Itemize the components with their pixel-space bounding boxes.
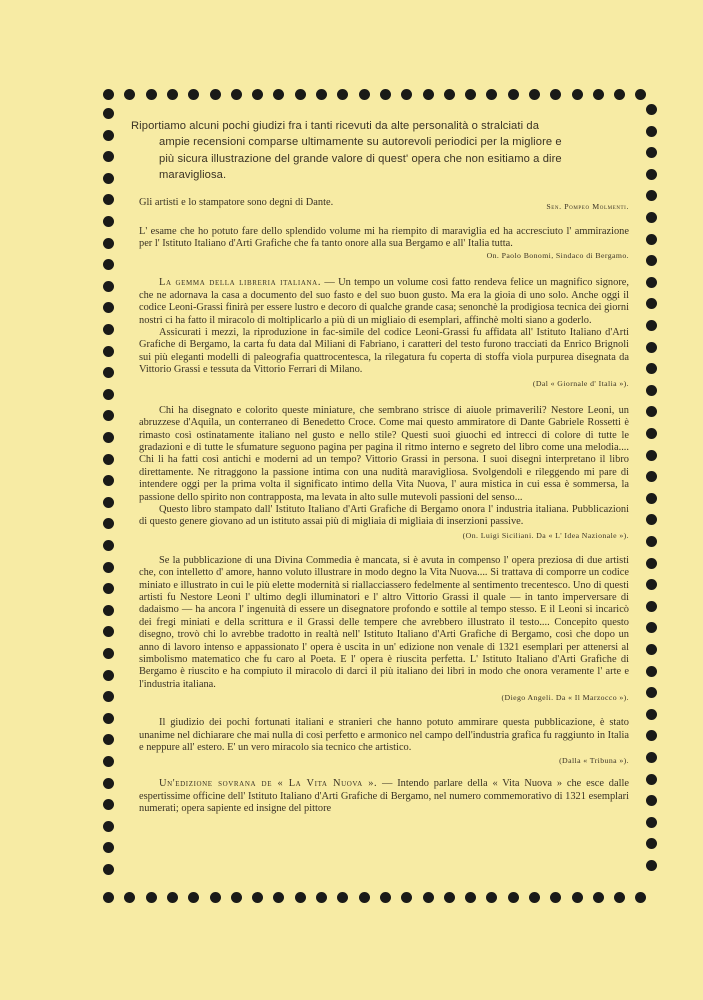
border-dot: [103, 626, 114, 637]
border-dot: [316, 892, 327, 903]
border-dot: [188, 892, 199, 903]
border-dot: [103, 454, 114, 465]
quote-molmenti: [139, 197, 629, 212]
border-dot: [103, 562, 114, 573]
border-dot: [103, 151, 114, 162]
border-dot: [423, 892, 434, 903]
intro-line: ampie recensioni comparse ultimamente su autorevoli periodici per la migliore e: [159, 136, 562, 149]
border-dot: [646, 752, 657, 763]
border-dot: [167, 89, 178, 100]
border-dot: [529, 892, 540, 903]
border-dot: [103, 756, 114, 767]
border-dot: [231, 892, 242, 903]
quote-body: — Un tempo un volume così fatto rendeva felice un magnifico signore, che ne adornava la casa a documento del suo fasto e del suo buon gusto. Ma era la gioia di uno solo. Anche oggi il codice Leoni-Grassi finirà per essere lustro e decoro di qualche grande casa; senonchè la prodigiosa tecnica dei giorni nostri ci ha fatto il miracolo di moltiplicarlo a più di un migliaio di esemplari, affinchè molti siano a goderlo.: [139, 277, 629, 326]
border-dot: [380, 892, 391, 903]
border-dot: [124, 892, 135, 903]
border-dot: [646, 558, 657, 569]
border-dot: [231, 89, 242, 100]
border-dot: [646, 579, 657, 590]
border-dot: [124, 89, 135, 100]
border-dot: [646, 644, 657, 655]
border-dot: [423, 89, 434, 100]
border-dot: [646, 342, 657, 353]
border-dot: [486, 89, 497, 100]
border-dot: [103, 864, 114, 875]
border-dot: [614, 89, 625, 100]
border-dot: [465, 892, 476, 903]
border-dot: [103, 475, 114, 486]
border-dot: [380, 89, 391, 100]
border-dot: [103, 173, 114, 184]
border-dot: [103, 216, 114, 227]
border-dot: [646, 838, 657, 849]
quote-bonomi: [139, 226, 629, 262]
border-dot: [359, 892, 370, 903]
border-dot: [295, 89, 306, 100]
border-dot: [635, 89, 646, 100]
border-dot: [337, 89, 348, 100]
quote-text: Gli artisti e lo stampatore sono degni di Dante.: [139, 196, 334, 208]
border-dot: [316, 89, 327, 100]
border-dot: [646, 277, 657, 288]
border-dot: [295, 892, 306, 903]
quote-text-2: Assicurati i mezzi, la riproduzione in fac-simile del codice Leoni-Grassi fu affidata all' Istituto Italiano d'Arti Grafiche di Bergamo, la carta fu data dal Miliani di Fabriano, i caratteri del testo furono tracciati da Enrico Brignoli sui più eleganti modelli di paleografia quattrocentesca, la rilegatura fu coperta di stoffa viola purpurea disegnata da Vittorio Grassi e tessuta da Vittorio Ferrari di Milano.: [139, 327, 629, 376]
border-dot: [646, 536, 657, 547]
border-dot: [550, 89, 561, 100]
border-dot: [646, 428, 657, 439]
border-dot: [465, 89, 476, 100]
border-dot: [103, 302, 114, 313]
intro-line: maravigliosa.: [159, 169, 227, 182]
border-dot: [529, 89, 540, 100]
border-dot: [508, 892, 519, 903]
border-dot: [593, 892, 604, 903]
border-dot: [103, 842, 114, 853]
quote-citation: Sen. Pompeo Molmenti.: [546, 201, 629, 211]
border-dot: [103, 410, 114, 421]
border-dot: [646, 817, 657, 828]
quote-text: L' esame che ho potuto fare dello splendido volume mi ha riempito di maraviglia ed ha accresciuto l' ammirazione per l' Istituto Italiano d'Arti Grafiche che fa tanto onore alla sua Bergamo e all' Italia tutta.: [139, 225, 629, 250]
border-dot: [646, 385, 657, 396]
intro-line: più sicura illustrazione del grande valore di quest' opera che non esitiamo a dire: [159, 152, 562, 165]
border-dot: [103, 238, 114, 249]
quote-body: — Intendo parlare della « Vita Nuova » che esce dalle espertissime officine dell' Istituto Italiano d'Arti Grafiche di Bergamo, nel numero commemorativo di 1321 esemplari numerati; opera sapiente ed insigne del pittore: [139, 778, 629, 815]
border-dot: [210, 892, 221, 903]
border-dot: [572, 89, 583, 100]
quote-citation: (Diego Angeli. Da « Il Marzocco »).: [501, 693, 629, 703]
border-dot: [103, 432, 114, 443]
border-dot: [103, 540, 114, 551]
border-dot: [646, 709, 657, 720]
border-dot: [635, 892, 646, 903]
border-dot: [401, 892, 412, 903]
quote-edizione-sovrana: [139, 778, 629, 815]
border-dot: [103, 89, 114, 100]
border-dot: [103, 281, 114, 292]
quote-text: Il giudizio dei pochi fortunati italiani e stranieri che hanno potuto ammirare questa pubblicazione, è stato unanime nel dichiarare che mai nulla di così perfetto e armonico nel campo dell'industria grafica fu raggiunto in Italia e neppure all' estero. E' un vero miracolo sia tecnico che artistico.: [139, 717, 629, 754]
border-dot: [401, 89, 412, 100]
border-dot: [646, 860, 657, 871]
quote-citation: (Dalla « Tribuna »).: [559, 756, 629, 766]
quote-citation: (Dal « Giornale d' Italia »).: [532, 378, 629, 388]
border-dot: [646, 622, 657, 633]
quote-giornale-italia: [139, 277, 629, 388]
border-dot: [486, 892, 497, 903]
border-dot: [646, 255, 657, 266]
border-dot: [103, 799, 114, 810]
document-body: [131, 118, 629, 828]
border-dot: [646, 493, 657, 504]
border-dot: [646, 471, 657, 482]
border-dot: [103, 713, 114, 724]
border-dot: [273, 892, 284, 903]
border-dot: [103, 892, 114, 903]
border-dot: [337, 892, 348, 903]
border-dot: [593, 89, 604, 100]
border-dot: [646, 687, 657, 698]
border-dot: [252, 89, 263, 100]
border-dot: [646, 298, 657, 309]
border-dot: [167, 892, 178, 903]
quote-siciliani: [139, 405, 629, 541]
border-dot: [146, 892, 157, 903]
quote-text: [139, 277, 629, 327]
border-dot: [572, 892, 583, 903]
quote-text: [139, 778, 629, 815]
border-dot: [646, 147, 657, 158]
border-dot: [103, 259, 114, 270]
border-dot: [646, 234, 657, 245]
border-dot: [103, 130, 114, 141]
border-dot: [103, 821, 114, 832]
border-dot: [646, 450, 657, 461]
border-dot: [273, 89, 284, 100]
quote-text: Se la pubblicazione di una Divina Commedia è mancata, si è avuta in compenso l' opera preziosa di due artisti che, con intelletto d' amore, hanno voluto illustrare in modo degno la Vita Nuova.... Si trattava di comporre un codice miniato e illustrato in cui le più elette modernità si riallacciassero fedelmente al sentimento trecentesco. Uno di questi artisti fu Nestore Leoni l' ultimo degli illuminatori e l' altro Vittorio Grassi il quale — in tanto imperversare di dadaismo — ha ancora l' ingenuità di essere un disegnatore profondo e sottile al tempo stesso. E il Leoni si incaricò dei fregi miniati e della scrittura e il Grassi delle tempere che avrebbero illustrato il testo.... Concepito questo disegno, trovò chi lo avrebbe tradotto in realtà nell' Istituto Italiano d'Arti Grafiche di Bergamo, così che dopo un anno di lavoro intenso e appassionato l' opera è uscita in un' edizione non venale di 1321 esemplari per attenersi al simbolismo matematico che fu caro al Poeta. E l' opera è riuscita perfetta. L' Istituto Italiano d'Arti Grafiche di Bergamo è riuscito e ha compiuto il miracolo di darci il più italiano dei libri in modo che onora veramente l' arte e l'industria italiana.: [139, 554, 629, 690]
border-dot: [103, 583, 114, 594]
quote-lead: Un'edizione sovrana de « La Vita Nuova ».: [159, 778, 378, 790]
intro-line: Riportiamo alcuni pochi giudizi fra i tanti ricevuti da alte personalità o stralciati da: [131, 120, 540, 132]
quote-citation: (On. Luigi Siciliani. Da « L' Idea Nazionale »).: [462, 530, 629, 540]
border-dot: [103, 518, 114, 529]
quote-lead: La gemma della libreria italiana.: [159, 277, 322, 289]
border-dot: [646, 795, 657, 806]
border-dot: [103, 605, 114, 616]
border-dot: [614, 892, 625, 903]
border-dot: [103, 346, 114, 357]
border-dot: [103, 389, 114, 400]
intro-paragraph: [131, 118, 629, 184]
border-dot: [103, 778, 114, 789]
quote-tribuna: [139, 717, 629, 766]
quote-citation: On. Paolo Bonomi, Sindaco di Bergamo.: [486, 251, 629, 261]
border-dot: [646, 104, 657, 115]
border-dot: [646, 190, 657, 201]
border-dot: [646, 169, 657, 180]
border-dot: [359, 89, 370, 100]
border-dot: [646, 666, 657, 677]
border-dot: [103, 108, 114, 119]
border-dot: [103, 367, 114, 378]
quote-text-2: Questo libro stampato dall' Istituto Italiano d'Arti Grafiche di Bergamo onora l' industria italiana. Pubblicazioni di questo genere giovano ad un istituto assai più di migliaia di migliaia di inserzioni passive.: [139, 503, 629, 528]
border-dot: [252, 892, 263, 903]
border-dot: [103, 734, 114, 745]
border-dot: [103, 670, 114, 681]
border-dot: [103, 648, 114, 659]
border-dot: [646, 730, 657, 741]
border-dot: [103, 194, 114, 205]
border-dot: [103, 691, 114, 702]
border-dot: [646, 406, 657, 417]
border-dot: [103, 324, 114, 335]
border-dot: [188, 89, 199, 100]
border-dot: [444, 89, 455, 100]
border-dot: [646, 774, 657, 785]
border-dot: [646, 514, 657, 525]
border-dot: [210, 89, 221, 100]
border-dot: [508, 89, 519, 100]
border-dot: [550, 892, 561, 903]
border-dot: [444, 892, 455, 903]
border-dot: [646, 320, 657, 331]
border-dot: [646, 363, 657, 374]
quote-text: Chi ha disegnato e colorito queste miniature, che sembrano strisce di aiuole primaverili? Nestore Leoni, un abruzzese d'Aquila, un conterraneo di Benedetto Croce. Come mai questo ammiratore di Dante Gabriele Rossetti è rimasto così ostinatamente italiano nel gusto e nello stile? Questi suoi giuochi ed intrecci di colore di tutte le gradazioni e di tutte le sfumature seguono pagina per pagina il ritmo interno e segreto del libro come una melodia.... Chi li ha fatti così antichi e moderni ad un tempo? Vittorio Grassi in persona. I suoi disegni interpretano il libro direttamente. Ne ritraggono la passione intima con una nudità maravigliosa. Svolgendoli e rileggendo mi pare di intendere oggi per la prima volta il significato intimo della Vita Nuova, l' aura mistica in cui essa è sommersa, la passione dello spirito non contrapposta, ma levata in alto sulle mutevoli passioni del senso...: [139, 404, 629, 503]
border-dot: [646, 126, 657, 137]
border-dot: [146, 89, 157, 100]
quote-angeli: [139, 555, 629, 703]
border-dot: [646, 212, 657, 223]
border-dot: [103, 497, 114, 508]
border-dot: [646, 601, 657, 612]
